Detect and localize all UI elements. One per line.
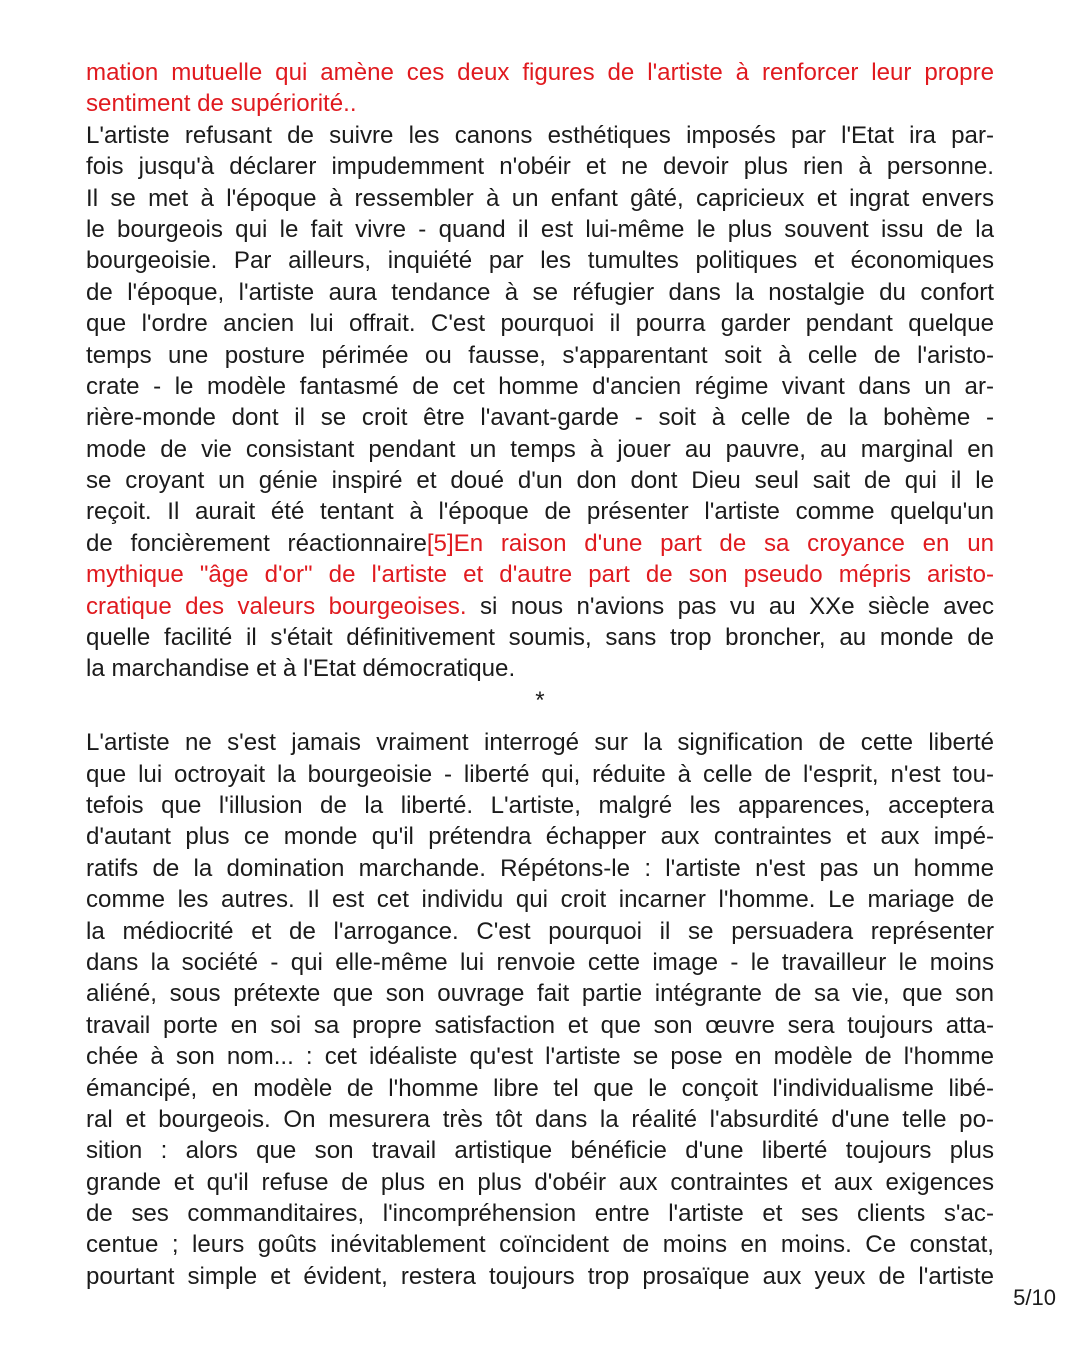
text-line: pourtant simple et évident, restera toujours trop prosaïque aux yeux de l'artiste bbox=[86, 1262, 994, 1290]
text-line: fois jusqu'à déclarer impudemment n'obéir et ne devoir plus rien à personne. bbox=[86, 153, 994, 181]
paragraph-2 bbox=[86, 727, 994, 1292]
text-line: mode de vie consistant pendant un temps à jouer au pauvre, au marginal en bbox=[86, 435, 994, 463]
text-line: la marchandise et à l'Etat démocratique. bbox=[86, 655, 516, 683]
text-line: émancipé, en modèle de l'homme libre tel que le conçoit l'individualisme libé- bbox=[86, 1074, 994, 1102]
text-line: sentiment de supériorité.. bbox=[86, 90, 357, 118]
text-line: crate - le modèle fantasmé de cet homme d'ancien régime vivant dans un ar- bbox=[86, 372, 994, 400]
text-line: de ses commanditaires, l'incompréhension entre l'artiste et ses clients s'ac- bbox=[86, 1200, 994, 1228]
text-line: L'artiste ne s'est jamais vraiment interrogé sur la signification de cette liberté bbox=[86, 729, 994, 757]
text-line: que lui octroyait la bourgeoisie - liberté qui, réduite à celle de l'esprit, n'est tou- bbox=[86, 760, 994, 788]
text-line: ral et bourgeois. On mesurera très tôt dans la réalité l'absurdité d'une telle po- bbox=[86, 1105, 994, 1133]
text-line: mation mutuelle qui amène ces deux figures de l'artiste à renforcer leur propre bbox=[86, 59, 994, 86]
text-line: grande et qu'il refuse de plus en plus d'obéir aux contraintes et aux exigences bbox=[86, 1168, 994, 1196]
text-line: reçoit. Il aurait été tentant à l'époque de présenter l'artiste comme quelqu'un bbox=[86, 498, 994, 526]
page-number: 5/10 bbox=[1013, 1285, 1056, 1310]
text-line: se croyant un génie inspiré et doué d'un don dont Dieu seul sait de qui il le bbox=[86, 467, 994, 495]
text-line: chée à son nom... : cet idéaliste qu'est l'artiste se pose en modèle de l'homme bbox=[86, 1043, 994, 1071]
text-line: temps une posture périmée ou fausse, s'apparentant soit à celle de l'aristo- bbox=[86, 341, 994, 369]
text-fragment: de foncièrement réactionnaire bbox=[86, 529, 427, 557]
text-line: L'artiste refusant de suivre les canons esthétiques imposés par l'Etat ira par- bbox=[86, 121, 994, 149]
text-line: centue ; leurs goûts inévitablement coïncident de moins en moins. Ce constat, bbox=[86, 1231, 994, 1259]
text-line: de l'époque, l'artiste aura tendance à se réfugier dans la nostalgie du confort bbox=[86, 278, 994, 306]
section-separator: * bbox=[535, 686, 545, 714]
text-line: sition : alors que son travail artistique bénéficie d'une liberté toujours plus bbox=[86, 1137, 994, 1165]
text-line: comme les autres. Il est cet individu qui croit incarner l'homme. Le mariage de bbox=[86, 886, 994, 914]
footnote-text-fragment: cratique des valeurs bourgeoises. bbox=[86, 592, 467, 620]
text-line: la médiocrité et de l'arrogance. C'est pourquoi il se persuadera représenter bbox=[86, 917, 994, 945]
footnote-5-link[interactable]: [5]En raison d'une part de sa croyance en un bbox=[426, 529, 994, 557]
text-line: le bourgeois qui le fait vivre - quand il est lui-même le plus souvent issu de la bbox=[86, 215, 994, 243]
footnote-text-line: mythique "âge d'or" de l'artiste et d'autre part de son pseudo mépris aristo- bbox=[86, 561, 994, 589]
text-line: Il se met à l'époque à ressembler à un enfant gâté, capricieux et ingrat envers bbox=[86, 184, 994, 212]
text-line-with-footnote bbox=[86, 528, 994, 559]
text-line: aliéné, sous prétexte que son ouvrage fait partie intégrante de sa vie, que son bbox=[86, 980, 994, 1008]
text-line: ratifs de la domination marchande. Répétons-le : l'artiste n'est pas un homme bbox=[86, 854, 994, 882]
paragraph-1 bbox=[86, 57, 994, 685]
document-body bbox=[86, 57, 994, 1292]
text-line: bourgeoisie. Par ailleurs, inquiété par les tumultes politiques et économiques bbox=[86, 247, 994, 275]
text-line: que l'ordre ancien lui offrait. C'est pourquoi il pourra garder pendant quelque bbox=[86, 310, 994, 338]
text-line-mixed bbox=[86, 591, 994, 622]
text-line: d'autant plus ce monde qu'il prétendra échapper aux contraintes et aux impé- bbox=[86, 823, 994, 851]
text-line: travail porte en soi sa propre satisfaction et que son œuvre sera toujours atta- bbox=[86, 1011, 994, 1039]
text-line: dans la société - qui elle-même lui renvoie cette image - le travailleur le moins bbox=[86, 948, 994, 976]
text-line: rière-monde dont il se croit être l'avant-garde - soit à celle de la bohème - bbox=[86, 404, 994, 432]
text-line: quelle facilité il s'était définitivement soumis, sans trop broncher, au monde de bbox=[86, 624, 994, 652]
text-line: tefois que l'illusion de la liberté. L'artiste, malgré les apparences, acceptera bbox=[86, 791, 994, 819]
text-fragment: si nous n'avions pas vu au XXe siècle avec bbox=[466, 592, 994, 620]
